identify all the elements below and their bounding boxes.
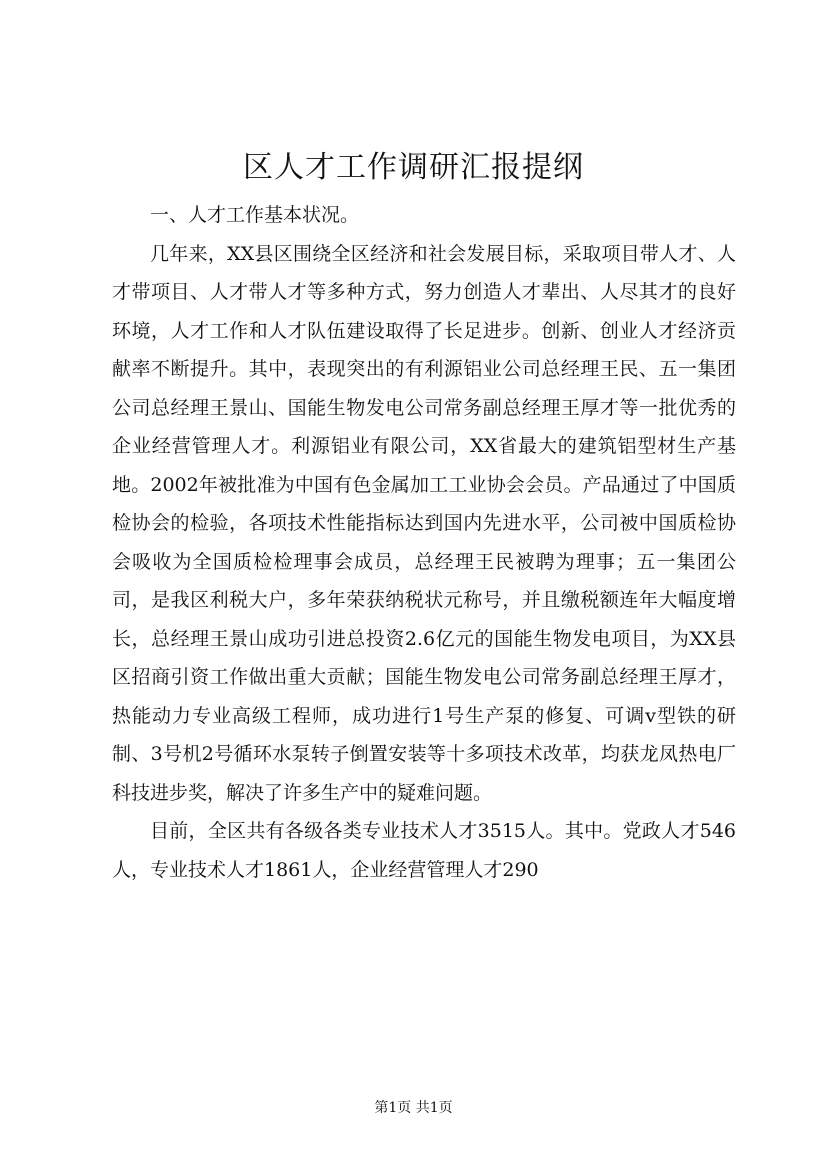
body-paragraph: 几年来，XX县区围绕全区经济和社会发展目标，采取项目带人才、人才带项目、人才带人才等多种方式，努力创造人才辈出、人尽其才的良好环境，人才工作和人才队伍建设取得了长足进步。创新、创业人才经济贡献率不断提升。其中，表现突出的有利源铝业公司总经理王民、五一集团公司总经理王景山、国能生物发电公司常务副总经理王厚才等一批优秀的企业经营管理人才。利源铝业有限公司，XX省最大的建筑铝型材生产基地。2002年被批准为中国有色金属加工工业协会会员。产品通过了中国质检协会的检验，各项技术性能指标达到国内先进水平，公司被中国质检协会吸收为全国质检检理事会成员，总经理王民被聘为理事；五一集团公司，是我区利税大户，多年荣获纳税状元称号，并且缴税额连年大幅度增长，总经理王景山成功引进总投资2.6亿元的国能生物发电项目，为XX县区招商引资工作做出重大贡献；国能生物发电公司常务副总经理王厚才，热能动力专业高级工程师，成功进行1号生产泵的修复、可调v型铁的研制、3号机2号循环水泵转子倒置安装等十多项技术改革，均获龙凤热电厂科技进步奖，解决了许多生产中的疑难问题。 [112,242,736,804]
body-paragraph: 目前，全区共有各级各类专业技术人才3515人。其中。党政人才546人，专业技术人才1861人，企业经营管理人才290 [112,820,736,881]
section-heading: 一、人才工作基本状况。 [150,204,360,226]
document-title: 区人才工作调研汇报提纲 [243,150,584,185]
document-body [112,196,736,889]
page-number: 第1页 共1页 [374,1100,453,1116]
